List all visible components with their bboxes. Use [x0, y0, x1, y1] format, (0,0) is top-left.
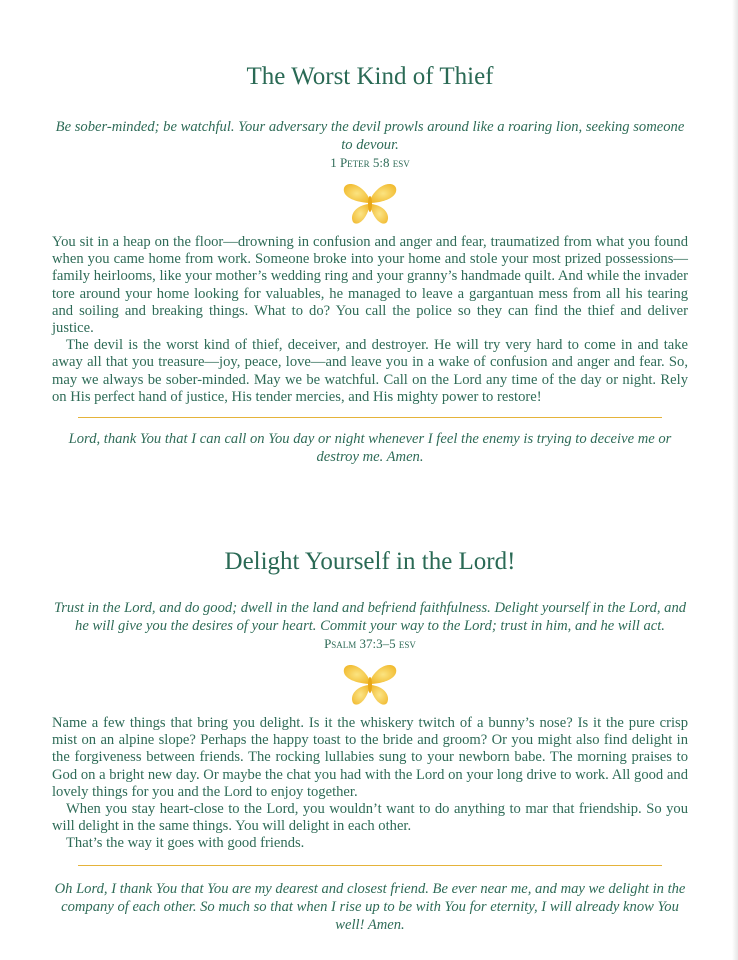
page-edge-shadow: [732, 0, 738, 960]
prayer-text: Lord, thank You that I can call on You day or night whenever I feel the enemy is trying to deceive me or destroy me. Amen.: [68, 431, 672, 466]
scripture-verse: Be sober-minded; be watchful. Your adversary the devil prowls around like a roaring lion, seeking someone to devour.: [55, 119, 685, 153]
body-paragraph: You sit in a heap on the floor—drowning in confusion and anger and fear, traumatized from what you found when you came home from work. Someone broke into your home and stole your most prized possessions—family heirlooms, like your mother’s wedding ring and your granny’s handmade quilt. And while the invader tore around your home looking for valuables, he managed to leave a gargantuan mess from all his tearing and soiling and breaking things. What to do? You call the police so they can find the thief and deliver justice.: [52, 234, 688, 337]
devotional-title: The Worst Kind of Thief: [246, 63, 494, 90]
scripture-verse: Trust in the Lord, and do good; dwell in the land and befriend faithfulness. Delight yourself in the Lord, and he will give you the desires of your heart. Commit your way to the Lord; trust in him, and he will act.: [53, 600, 687, 634]
body-paragraph: Name a few things that bring you delight. Is it the whiskery twitch of a bunny’s nose? Is it the pure crisp mist on an alpine slope? Perhaps the happy toast to the bride and groom? Or you might also find delight in the forgiveness between friends. The rocking lullabies sung to your newborn babe. The morning praises to God on a bright new day. Or maybe the chat you had with the Lord on your long drive to work. All good and lovely things for you and the Lord to enjoy together.: [52, 715, 688, 800]
devotional-body: [52, 234, 688, 406]
body-paragraph: The devil is the worst kind of thief, deceiver, and destroyer. He will try very hard to come in and take away all that you treasure—joy, peace, love—and leave you in a wake of confusion and anger and fear. So, may we always be sober-minded. May we be watchful. Call on the Lord any time of the day or night. Rely on His perfect hand of justice, His tender mercies, and His mighty power to restore!: [52, 337, 688, 405]
scripture-reference: 1 Peter 5:8 esv: [330, 155, 410, 170]
scripture-reference: Psalm 37:3–5 esv: [324, 636, 416, 651]
body-paragraph: That’s the way it goes with good friends.: [66, 835, 305, 852]
butterfly-icon: [341, 659, 399, 709]
devotional-1: [52, 62, 688, 466]
devotional-2: [52, 547, 688, 934]
devotional-body: [52, 715, 688, 853]
devotional-title: Delight Yourself in the Lord!: [224, 548, 516, 575]
butterfly-ornament: [52, 653, 688, 715]
prayer-text: Oh Lord, I thank You that You are my dearest and closest friend. Be ever near me, and may we delight in the company of each other. So much so that when I rise up to be with You for eternity, I will already know You well! Amen.: [54, 880, 686, 933]
body-paragraph: When you stay heart-close to the Lord, you wouldn’t want to do anything to mar that friendship. So you will delight in the same things. You will delight in each other.: [52, 801, 688, 835]
butterfly-ornament: [52, 172, 688, 234]
butterfly-icon: [341, 178, 399, 228]
